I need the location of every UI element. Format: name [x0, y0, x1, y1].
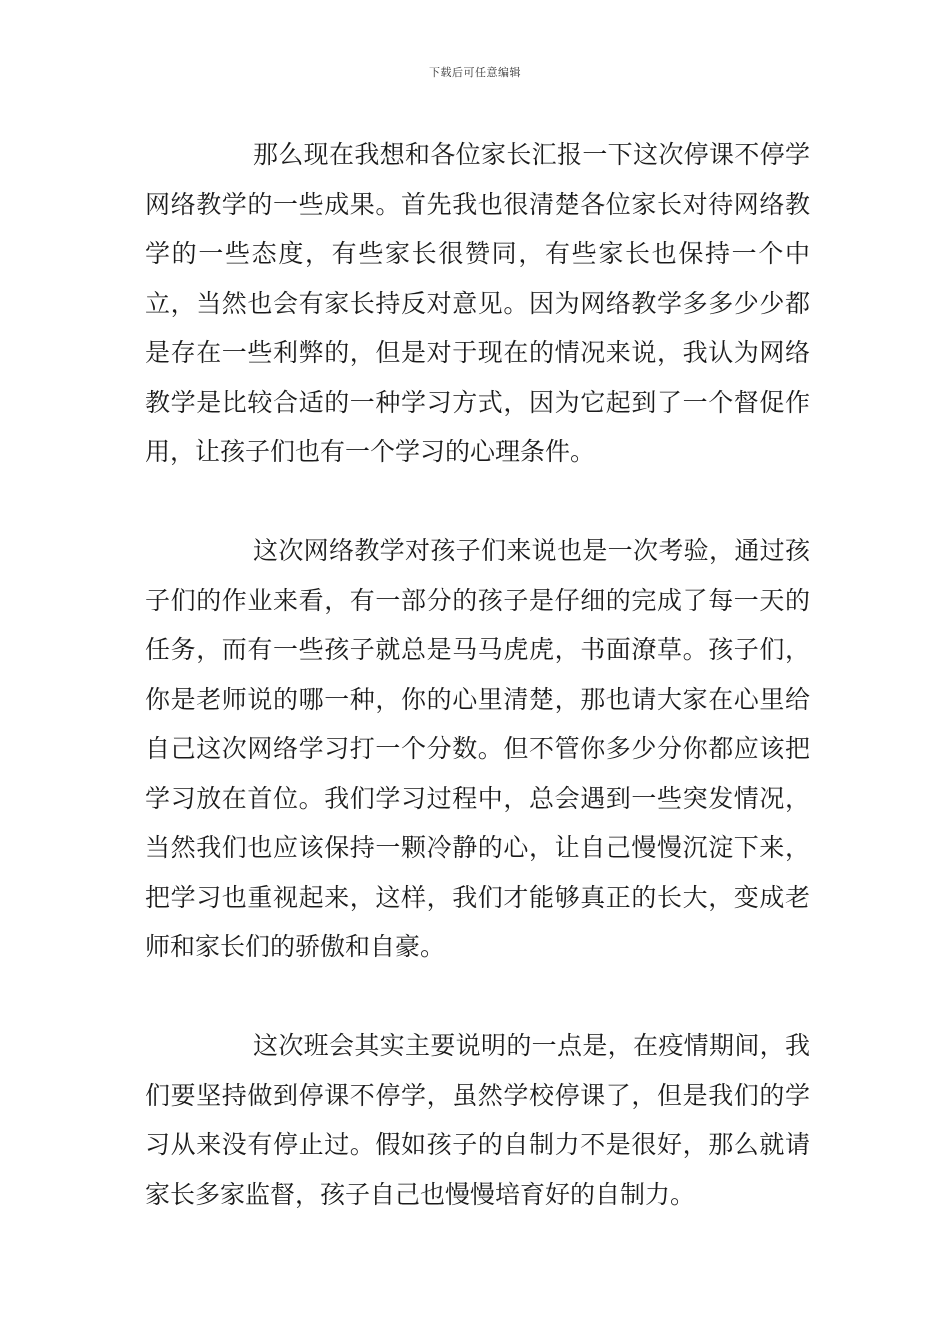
paragraph-3: 这次班会其实主要说明的一点是，在疫情期间，我们要坚持做到停课不停学，虽然学校停课了，但是我们的学习从来没有停止过。假如孩子的自制力不是很好，那么就请家长多家监督，孩子自己也慢慢培育好的自制力。 — [145, 1031, 810, 1209]
paragraph-1: 那么现在我想和各位家长汇报一下这次停课不停学网络教学的一些成果。首先我也很清楚各位家长对待网络教学的一些态度，有些家长很赞同，有些家长也保持一个中立，当然也会有家长持反对意见。因为网络教学多多少少都是存在一些利弊的，但是对于现在的情况来说，我认为网络教学是比较合适的一种学习方式，因为它起到了一个督促作用，让孩子们也有一个学习的心理条件。 — [145, 140, 810, 466]
header-note: 下载后可任意编辑 — [429, 66, 521, 79]
paragraph-2: 这次网络教学对孩子们来说也是一次考验，通过孩子们的作业来看，有一部分的孩子是仔细的完成了每一天的任务，而有一些孩子就总是马马虎虎，书面潦草。孩子们，你是老师说的哪一种，你的心里清楚，那也请大家在心里给自己这次网络学习打一个分数。但不管你多少分你都应该把学习放在首位。我们学习过程中，总会遇到一些突发情况，当然我们也应该保持一颗冷静的心，让自己慢慢沉淀下来，把学习也重视起来，这样，我们才能够真正的长大，变成老师和家长们的骄傲和自豪。 — [145, 536, 810, 961]
document-body — [145, 130, 810, 1219]
